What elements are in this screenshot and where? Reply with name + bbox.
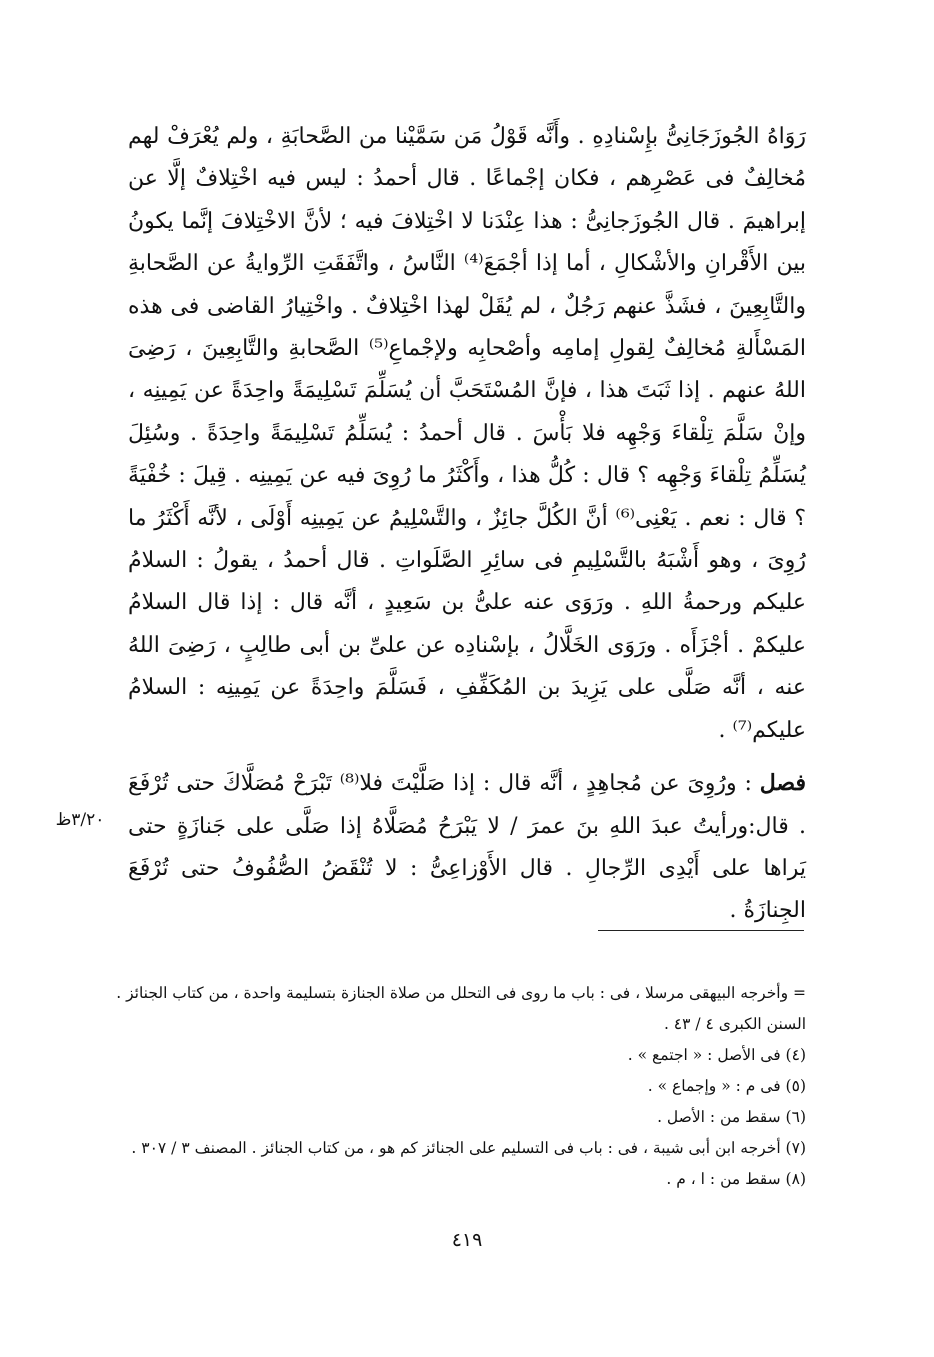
main-text-block	[128, 116, 806, 933]
footnote-line: السنن الكبرى ٤ / ٤٣ .	[663, 1015, 806, 1033]
footnote-line: (٥) فى م : « وإجماع » .	[647, 1077, 806, 1095]
page-number: ٤١٩	[451, 1229, 483, 1251]
footnote-separator	[598, 930, 804, 931]
footnote-line: (٨) سقط من : ا ، م .	[666, 1170, 806, 1188]
section-heading-word: فصل	[759, 770, 806, 797]
section-paragraph	[128, 762, 806, 933]
footnote-line: (٤) فى الأصل : « اجتمع » .	[627, 1046, 806, 1064]
footnotes	[110, 978, 806, 1195]
footnote-line: = وأخرجه البيهقى مرسلا ، فى : باب ما روى فى التحلل من صلاة الجنازة بتسليمة واحدة ، من كتاب الجنائز .	[116, 984, 806, 1002]
section-paragraph-text: : ورُوِىَ عن مُجاهِدٍ ، أنَّه قال : إذا صَلَّيْتَ فلا⁽⁸⁾ تَبْرَحْ مُصَلَّاكَ حتى تُرْفَعَ . قال:ورأيتُ عبدَ اللهِ بنَ عمرَ / لا يَبْرَحُ مُصَلَّاهُ إذا صَلَّى على جَنازَةٍ حتى يَراها على أَيْدِى الرِّجالِ . قال الأَوْزاعِىُّ : لا تُنْقَضُ الصُّفُوفُ حتى تُرْفَعَ الجِنازَةُ .	[128, 771, 806, 924]
footnote-line: (٧) أخرجه ابن أبى شيبة ، فى : باب فى التسليم على الجنائز كم هو ، من كتاب الجنائز . المصنف ٣ / ٣٠٧ .	[131, 1139, 806, 1157]
margin-manuscript-reference: ٣/٢٠ظ	[55, 810, 105, 830]
main-paragraph: رَوَاهُ الجُوزَجَانِىُّ بإِسْنادِهِ . وأَنَّه قَوْلُ مَن سَمَّيْنا من الصَّحابَةِ ، ولم يُعْرَفْ لهم مُخالِفٌ فى عَصْرِهم ، فكان إجْماعًا . قال أحمدُ : ليس فيه اخْتِلافٌ إلَّا عن إبراهيمَ . قال الجُوزَجانِىُّ : هذا عِنْدَنا لا اخْتِلافَ فيه ؛ لأنَّ الاخْتِلافَ إنَّما يكونُ بين الأَقْرانِ والأشْكالِ ، أما إذا أجْمَعَ⁽⁴⁾ النَّاسُ ، واتَّفَقَتِ الرِّوايةُ عن الصَّحابةِ والتَّابِعِينَ ، فشَذَّ عنهم رَجُلٌ ، لم يُقَلْ لهذا اخْتِلافٌ . واخْتِيارُ القاضى فى هذه المَسْأَلةِ مُخالِفٌ لِقولِ إمامِه وأصْحابِه ولإجْماعِ⁽⁵⁾ الصَّحابةِ والتَّابِعِينَ ، رَضِىَ اللهُ عنهم . إذا ثَبَتَ هذا ، فإنَّ المُسْتَحَبَّ أن يُسَلِّمَ تَسْلِيمَةً واحِدَةً عن يَمِينِه ، وإنْ سَلَّمَ تِلْقاءَ وَجْهِه فلا بَأْسَ . قال أحمدُ : يُسَلِّمُ تَسْلِيمَةً واحِدَةً . وسُئِلَ يُسَلِّمُ تِلْقاءَ وَجْهِه ؟ قال : كُلُّ هذا ، وأَكْثَرُ ما رُوِىَ فيه عن يَمِينِه . قِيلَ : خُفْيَةً ؟ قال : نعم . يَعْنِى⁽⁶⁾ أنَّ الكُلَّ جائِزٌ ، والتَّسْلِيمُ عن يَمِينِه أَوْلَى ، لأنَّه أَكْثَرُ ما رُوِىَ ، وهو أَشْبَهُ بالتَّسْلِيمِ فى سائِرِ الصَّلَواتِ . قال أحمدُ ، يقولُ : السلامُ عليكم ورحمةُ اللهِ . ورَوَى عنه علىُّ بن سَعِيدٍ ، أنَّه قال : إذا قال السلامُ عليكمْ . أجْزَأَه . ورَوَى الخَلَّالُ ، بإسْنادِه عن علىِّ بن أبى طالِبٍ ، رَضِىَ اللهُ عنه ، أنَّه صَلَّى على يَزِيدَ بن المُكَفِّفِ ، فَسَلَّمَ واحِدَةً عن يَمِينِه : السلامُ عليكم⁽⁷⁾ .	[128, 124, 806, 743]
footnote-line: (٦) سقط من : الأصل .	[657, 1108, 806, 1126]
